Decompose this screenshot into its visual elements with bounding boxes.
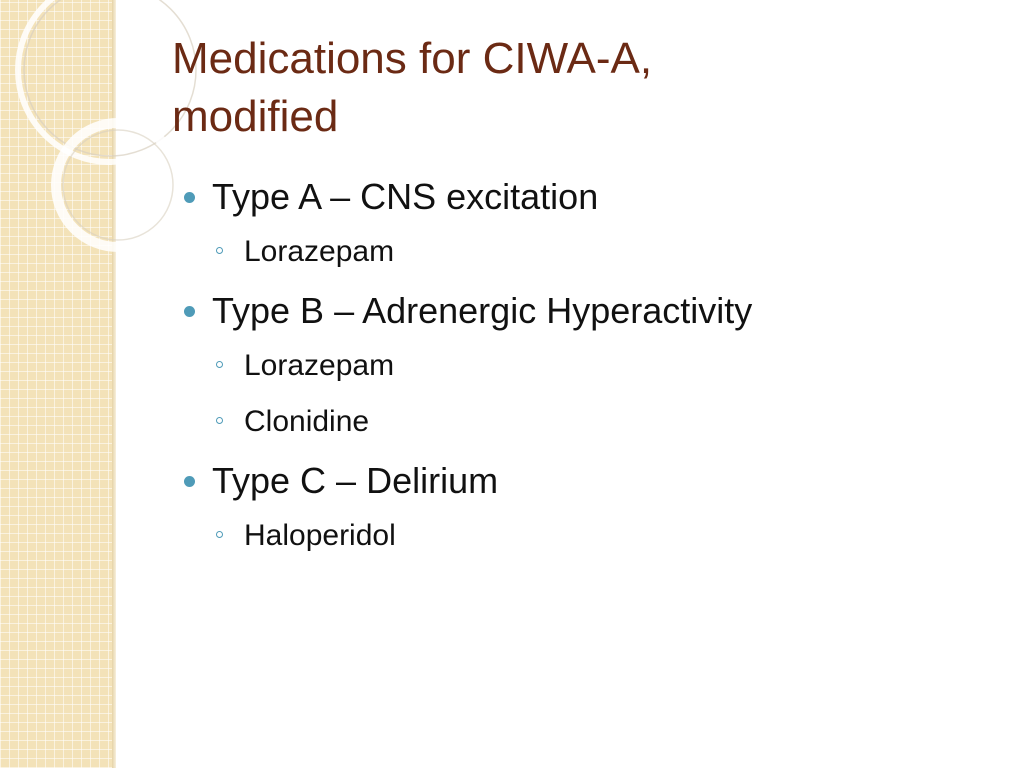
- sub-item-lorazepam: [182, 338, 982, 394]
- sub-item-lorazepam: [182, 224, 982, 280]
- sub-list-container: [182, 338, 982, 450]
- bullet-dot-icon: [184, 476, 195, 487]
- sub-list-type-b: [182, 338, 982, 450]
- decorative-ring-lower-shadow: [63, 130, 173, 240]
- bullet-item-label: Type A – CNS excitation: [212, 176, 599, 217]
- slide-title-line-2: modified: [172, 92, 339, 141]
- sub-item-label: Lorazepam: [244, 349, 395, 382]
- sub-list-container: [182, 508, 982, 564]
- sub-item-label: Lorazepam: [244, 235, 395, 268]
- sub-item-clonidine: [182, 394, 982, 450]
- sub-item-label: Clonidine: [244, 405, 370, 438]
- bullet-item-label: Type B – Adrenergic Hyperactivity: [212, 290, 753, 331]
- sub-list-type-c: [182, 508, 982, 564]
- bullet-dot-icon: [184, 192, 195, 203]
- bullet-item-type-c: [182, 454, 982, 508]
- decorative-ring-lower: [56, 123, 180, 247]
- sub-bullet-ring-icon: [216, 247, 223, 254]
- decorative-ring-upper-shadow: [24, 0, 196, 156]
- slide-title: [172, 30, 972, 146]
- bullet-item-type-b: [182, 284, 982, 338]
- sub-list-container: [182, 224, 982, 280]
- bullet-item-label: Type C – Delirium: [212, 460, 499, 501]
- sub-bullet-ring-icon: [216, 417, 223, 424]
- sub-item-label: Haloperidol: [244, 519, 396, 552]
- bullet-dot-icon: [184, 306, 195, 317]
- decorative-rings: [0, 0, 200, 300]
- slide-title-line-1: Medications for CIWA-A,: [172, 34, 653, 83]
- sub-bullet-ring-icon: [216, 361, 223, 368]
- bullet-list: [182, 170, 982, 568]
- sub-list-type-a: [182, 224, 982, 280]
- bullet-item-type-a: [182, 170, 982, 224]
- sub-bullet-ring-icon: [216, 531, 223, 538]
- sub-item-haloperidol: [182, 508, 982, 564]
